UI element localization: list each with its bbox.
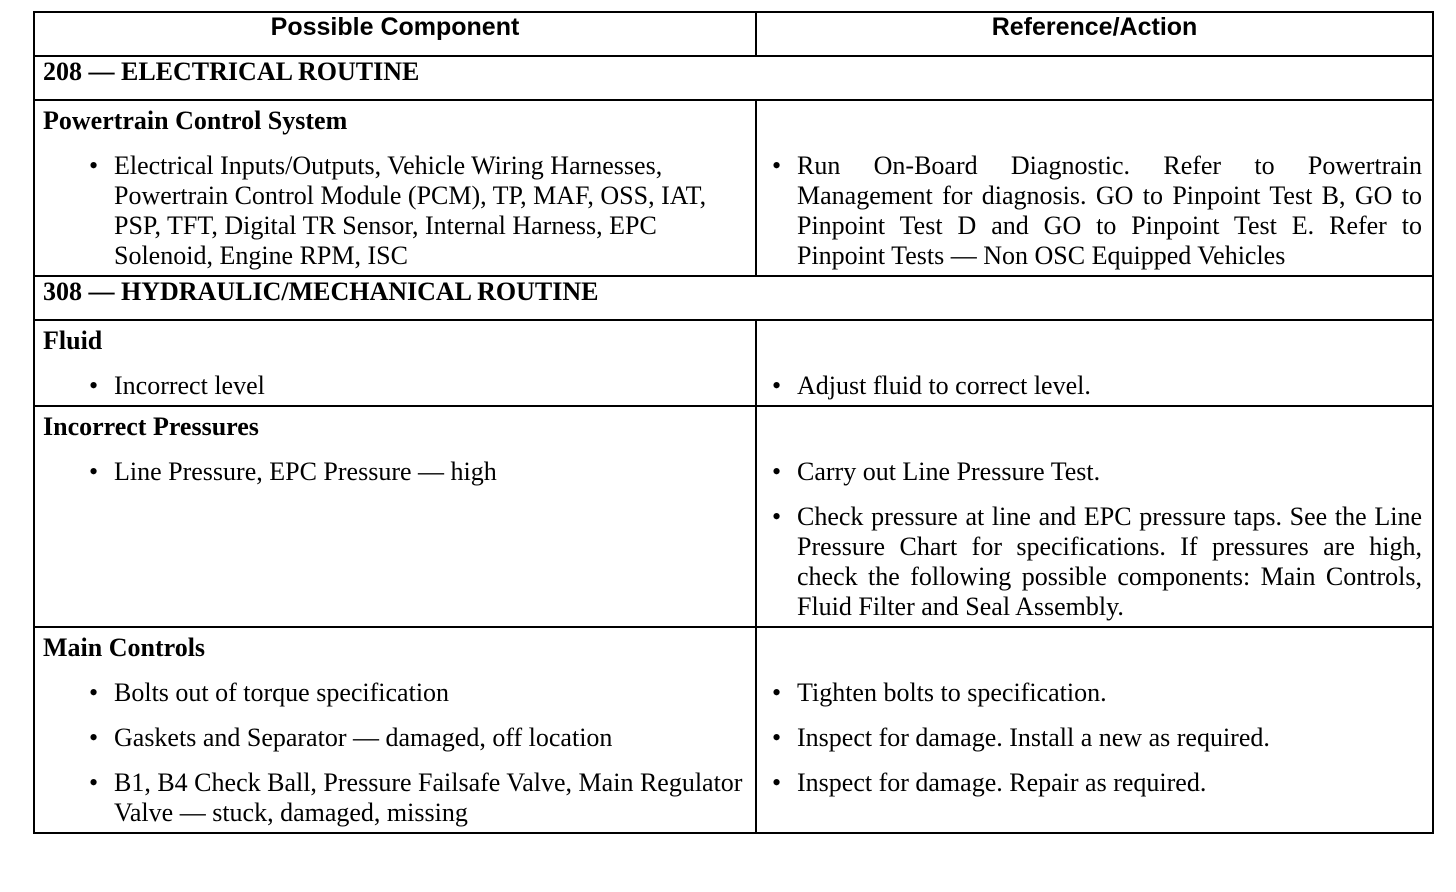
bullet-icon: • xyxy=(89,723,99,752)
bullet-icon: • xyxy=(89,678,99,707)
bullet-icon: • xyxy=(772,151,782,180)
list-item xyxy=(765,502,1422,622)
action-text: Inspect for damage. Repair as required. xyxy=(797,768,1207,797)
component-cell xyxy=(34,320,756,406)
action-text: Run On-Board Diagnostic. Refer to Powertrain Management for diagnosis. GO to Pinpoint Test B, GO to Pinpoint Test D and GO to Pinpoint Test E. Refer to Pinpoint Tests — Non OSC Equipped Vehicles xyxy=(797,151,1422,270)
group-title: Main Controls xyxy=(43,633,206,662)
section-row xyxy=(34,56,1433,100)
component-cell xyxy=(34,406,756,627)
header-row xyxy=(34,12,1433,56)
bullet-icon: • xyxy=(772,457,782,486)
action-text: Tighten bolts to specification. xyxy=(797,678,1107,707)
component-list xyxy=(43,678,745,828)
bullet-icon: • xyxy=(89,768,99,797)
action-cell xyxy=(756,627,1433,833)
action-cell xyxy=(756,320,1433,406)
list-item xyxy=(43,768,745,828)
component-text: Line Pressure, EPC Pressure — high xyxy=(114,457,497,486)
group-title: Incorrect Pressures xyxy=(43,412,259,441)
table-row xyxy=(34,100,1433,276)
bullet-icon: • xyxy=(89,457,99,486)
list-item xyxy=(43,723,745,753)
column-header-component: Possible Component xyxy=(34,12,756,56)
list-item xyxy=(765,723,1422,753)
list-item xyxy=(43,371,745,401)
action-text: Carry out Line Pressure Test. xyxy=(797,457,1101,486)
component-cell xyxy=(34,100,756,276)
list-item xyxy=(43,457,745,487)
section-title: 308 — HYDRAULIC/MECHANICAL ROUTINE xyxy=(34,276,1433,320)
action-cell xyxy=(756,100,1433,276)
component-list xyxy=(43,371,745,401)
action-list xyxy=(765,151,1422,271)
action-list xyxy=(765,457,1422,622)
action-text: Inspect for damage. Install a new as required. xyxy=(797,723,1270,752)
bullet-icon: • xyxy=(772,502,782,531)
action-cell xyxy=(756,406,1433,627)
bullet-icon: • xyxy=(89,151,99,180)
action-text: Adjust fluid to correct level. xyxy=(797,371,1091,400)
group-title: Powertrain Control System xyxy=(43,106,348,135)
list-item xyxy=(765,678,1422,708)
list-item xyxy=(43,151,745,271)
list-item xyxy=(765,371,1422,401)
action-text: Check pressure at line and EPC pressure taps. See the Line Pressure Chart for specifications. If pressures are high, check the following possible components: Main Controls, Fluid Filter and Seal Assembly. xyxy=(797,502,1422,621)
table-row xyxy=(34,320,1433,406)
component-text: B1, B4 Check Ball, Pressure Failsafe Valve, Main Regulator Valve — stuck, damaged, missing xyxy=(114,768,743,827)
list-item xyxy=(765,151,1422,271)
component-list xyxy=(43,457,745,487)
component-text: Electrical Inputs/Outputs, Vehicle Wiring Harnesses, Powertrain Control Module (PCM), TP, MAF, OSS, IAT, PSP, TFT, Digital TR Sensor, Internal Harness, EPC Solenoid, Engine RPM, ISC xyxy=(114,151,707,270)
bullet-icon: • xyxy=(89,371,99,400)
column-header-action: Reference/Action xyxy=(756,12,1433,56)
section-title: 208 — ELECTRICAL ROUTINE xyxy=(34,56,1433,100)
bullet-icon: • xyxy=(772,678,782,707)
bullet-icon: • xyxy=(772,768,782,797)
component-text: Incorrect level xyxy=(114,371,265,400)
table-row xyxy=(34,406,1433,627)
table-row xyxy=(34,627,1433,833)
action-list xyxy=(765,678,1422,798)
component-list xyxy=(43,151,745,271)
component-text: Bolts out of torque specification xyxy=(114,678,450,707)
component-cell xyxy=(34,627,756,833)
group-title: Fluid xyxy=(43,326,103,355)
bullet-icon: • xyxy=(772,723,782,752)
action-list xyxy=(765,371,1422,401)
list-item xyxy=(765,768,1422,798)
section-row xyxy=(34,276,1433,320)
diagnosis-table xyxy=(33,11,1434,834)
list-item xyxy=(43,678,745,708)
bullet-icon: • xyxy=(772,371,782,400)
list-item xyxy=(765,457,1422,487)
component-text: Gaskets and Separator — damaged, off location xyxy=(114,723,613,752)
